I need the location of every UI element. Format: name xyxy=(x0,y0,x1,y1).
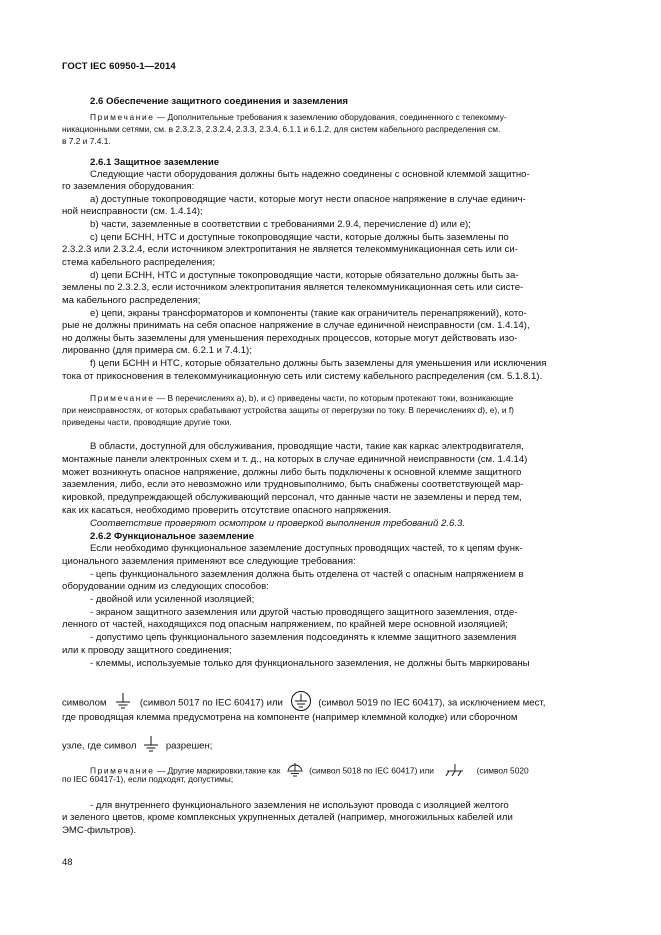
text-line: е) цепи, экраны трансформаторов и компоненты (такие как ограничитель перенапряжений), кото- xyxy=(90,308,527,319)
text-segment: разрешен; xyxy=(165,740,213,752)
text-line: Примечание — Дополнительные требования к заземлению оборудования, соединенного с телекомму- xyxy=(90,112,507,122)
text-line: - для внутреннего функционального заземления не используют провода с изоляцией желтого xyxy=(90,800,509,811)
note-line-2 xyxy=(62,774,233,785)
text-line: - допустимо цепь функционального заземления подсоединять к клемме защитного заземления xyxy=(90,632,517,643)
text-line: го заземления оборудования: xyxy=(62,181,195,192)
text-line: оборудовании одним из следующих способов: xyxy=(62,581,269,592)
text-line: ционального заземления применяют все следующие требования: xyxy=(62,556,356,567)
text-line: лированно (для примера см. 6.2.1 и 7.4.1); xyxy=(62,345,252,356)
chassis-symbol-icon xyxy=(444,763,466,780)
text-line: кировкой, предупреждающей обслуживающий персонал, что данные части не заземлены и перед тем, xyxy=(62,492,522,503)
page-number: 48 xyxy=(62,857,73,868)
text-line: приведены части, проводящие другие токи. xyxy=(62,417,232,427)
text-segment: (символ 5018 по IEC 60417) или xyxy=(309,765,434,776)
document-header: ГОСТ IEC 60950-1—2014 xyxy=(62,61,176,72)
text-line: Соответствие проверяют осмотром и проверкой выполнения требований 2.6.3. xyxy=(90,518,466,529)
text-segment: (символ 5020 xyxy=(476,765,529,776)
text-line: Следующие части оборудования должны быть надежно соединены с основной клеммой защитно- xyxy=(90,169,530,180)
text-line: ной неисправности (см. 1.4.14); xyxy=(62,206,203,217)
text-line: а) доступные токопроводящие части, которые могут нести опасное напряжение в случае единич- xyxy=(90,194,526,205)
text-line: f) цепи БСНН и НТС, которые обязательно должны быть заземлены для уменьшения или исключения xyxy=(90,358,547,369)
symbol-line-1 xyxy=(62,690,545,716)
text-line: никационными сетями, см. в 2.3.2.3, 2.3.2.4, 2.3.3, 2.3.4, 6.1.1 и 6.1.2, для систем кабельного распределения см. xyxy=(62,124,501,134)
text-line: - цепь функционального заземления должна быть отделена от частей с опасным напряжением в xyxy=(90,569,524,580)
note-label: Примечание xyxy=(90,765,155,776)
text-line: В области, доступной для обслуживания, проводящие части, такие как каркас электродвигателя, xyxy=(90,441,524,452)
text-line: Примечание — В перечислениях а), b), и с) приведены части, по которым протекают токи, возникающие xyxy=(90,393,514,403)
note-label: Примечание xyxy=(90,393,155,403)
text-line: как их касаться, необходимо проверить отсутствие опасного напряжения. xyxy=(62,505,392,516)
text-line: землены по 2.3.2.3, если источником электропитания является телекоммуникационная сеть или систе- xyxy=(62,282,524,293)
text-segment: по IEC 60417-1), если подходят, допустимы; xyxy=(62,774,234,784)
text-line: d) цепи БСНН, НТС и доступные токопроводящие части, которые обязательно должны быть за- xyxy=(90,270,519,281)
text-segment: символом xyxy=(62,697,107,709)
text-line: при неисправностях, от которых срабатывают устройства защиты от перегрузки по току. В перечислениях d), е), и f) xyxy=(62,405,514,415)
text-line: ма кабельного распределения; xyxy=(62,295,201,306)
text-segment: узле, где символ xyxy=(62,740,137,752)
text-line: в 7.2 и 7.4.1. xyxy=(62,136,111,146)
note-label: Примечание xyxy=(90,112,155,122)
text-line: заземления, либо, если это невозможно или трудновыполнимо, быть снабжены соответствующей мар- xyxy=(62,479,524,490)
text-line: 2.6 Обеспечение защитного соединения и заземления xyxy=(90,96,348,107)
symbol-line-2 xyxy=(62,735,212,757)
text-line: стема кабельного распределения; xyxy=(62,257,215,268)
noiseless-earth-symbol-icon xyxy=(285,762,305,781)
text-line: - двойной или усиленной изоляцией; xyxy=(90,594,255,605)
text-line: может возникнуть опасное напряжение, должны либо быть подключены к основной клемме защитного xyxy=(62,467,522,478)
text-line: но должны быть заземлены для уменьшения переходных процессов, которые могут действовать изо- xyxy=(62,333,518,344)
text-line: или к проводу защитного соединения; xyxy=(62,645,232,656)
earth-symbol-icon xyxy=(115,692,131,714)
text-line: b) части, заземленные в соответствии с требованиями 2.9.4, перечисление d) или e); xyxy=(90,219,471,230)
text-line: ленного от частей, находящихся под опасным напряжением, по крайней мере основной изоляцией; xyxy=(62,619,508,630)
text-line: 2.3.2.3 или 2.3.2.4, если источником электропитания не является телекоммуникационная сеть или си- xyxy=(62,244,518,255)
text-line: тока от прикосновения в телекоммуникационную сеть или систему кабельного распределения (см. 5.1.8.1). xyxy=(62,371,543,382)
text-line: рые не должны принимать на себя опасное напряжение в случае единичной неисправности (см. 1.4.14), xyxy=(62,320,530,331)
text-segment: — Другие маркировки,такие как xyxy=(156,765,281,776)
text-line: Если необходимо функциональное заземление доступных проводящих частей, то к цепям функ- xyxy=(90,543,523,554)
text-line: 2.6.2 Функциональное заземление xyxy=(90,531,254,542)
earth-symbol-icon xyxy=(143,735,159,757)
text-segment: (символ 5019 по IEC 60417), за исключением мест, xyxy=(318,697,546,709)
text-line: - клеммы, используемые только для функционального заземления, не должны быть маркированы xyxy=(90,658,530,669)
protective-earth-symbol-icon xyxy=(290,690,312,716)
text-line: монтажные панели электронных схем и т. д., на которых в случае единичной неисправности (см. 1.4.14) xyxy=(62,454,528,465)
text-line: с) цепи БСНН, НТС и доступные токопроводящие части, которые должны быть заземлены по xyxy=(90,232,509,243)
text-line: где проводящая клемма предусмотрена на компоненте (например клеммной колодке) или сборочном xyxy=(62,712,518,723)
text-line: ЭМС-фильтров). xyxy=(62,825,137,836)
text-line: и зеленого цветов, кроме комплексных укрупненных деталей (например, многожильных кабелей или xyxy=(62,812,513,823)
text-line: - экраном защитного заземления или другой частью проводящего защитного заземления, отде- xyxy=(90,607,518,618)
text-line: 2.6.1 Защитное заземление xyxy=(90,157,220,168)
text-segment: (символ 5017 по IEC 60417) или xyxy=(139,697,283,709)
